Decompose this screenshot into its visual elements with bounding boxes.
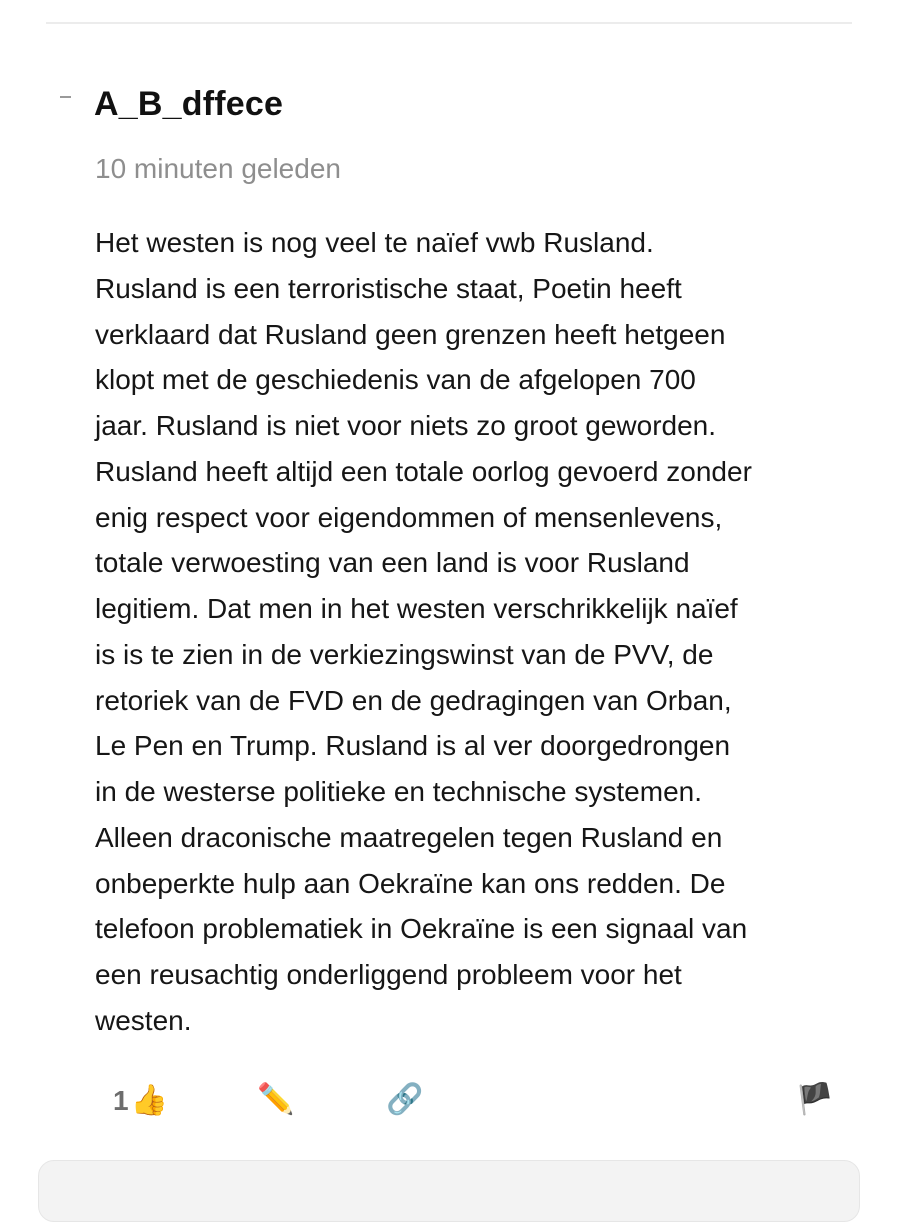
pencil-icon[interactable]: ✏️: [257, 1082, 295, 1117]
comment-body-line: legitiem. Dat men in het westen verschrikkelijk naïef: [95, 593, 738, 624]
comment-body-line: enig respect voor eigendommen of mensenlevens,: [95, 501, 723, 533]
comment-body-line: klopt met de geschiedenis van de afgelopen 700: [95, 364, 696, 396]
thumbs-up-icon: 👍: [130, 1083, 168, 1118]
comment-body-line: Rusland is een terroristische staat, Poetin heeft: [95, 272, 682, 304]
link-icon[interactable]: 🔗: [386, 1082, 424, 1117]
comment-body-line: in de westerse politieke en technische systemen.: [95, 776, 702, 807]
comment-body-line: verklaard dat Rusland geen grenzen heeft hetgeen: [95, 318, 726, 350]
next-comment-card: [38, 1160, 860, 1222]
comment-body-line: Alleen draconische maatregelen tegen Rusland en: [95, 821, 723, 853]
collapse-toggle[interactable]: [60, 88, 78, 106]
comment-body-line: totale verwoesting van een land is voor Rusland: [95, 547, 690, 579]
comment-body-line: Rusland heeft altijd een totale oorlog gevoerd zonder: [95, 455, 752, 487]
comment-body-line: westen.: [95, 1004, 192, 1036]
comment-body-line: onbeperkte hulp aan Oekraïne kan ons redden. De: [95, 867, 726, 899]
comment-body: [95, 220, 865, 1044]
comment-body-line: Het westen is nog veel te naïef vwb Rusland.: [95, 227, 654, 258]
comment-body-line: jaar. Rusland is niet voor niets zo groot geworden.: [95, 410, 717, 441]
flag-icon[interactable]: 🏴: [796, 1082, 834, 1117]
comment-body-line: telefoon problematiek in Oekraïne is een signaal van: [95, 913, 748, 945]
comment-body-line: is is te zien in de verkiezingswinst van de PVV, de: [95, 638, 714, 670]
comment-body-line: retoriek van de FVD en de gedragingen van Orban,: [95, 684, 732, 716]
comment-actions: [0, 1075, 897, 1125]
comment-timestamp: 10 minuten geleden: [95, 153, 341, 184]
like-count: 1: [113, 1085, 129, 1116]
like-button[interactable]: [113, 1081, 168, 1121]
comment-body-line: een reusachtig onderliggend probleem voor het: [95, 959, 682, 990]
comment-body-line: Le Pen en Trump. Rusland is al ver doorgedrongen: [95, 730, 731, 762]
comment-username[interactable]: A_B_dffece: [94, 85, 284, 123]
